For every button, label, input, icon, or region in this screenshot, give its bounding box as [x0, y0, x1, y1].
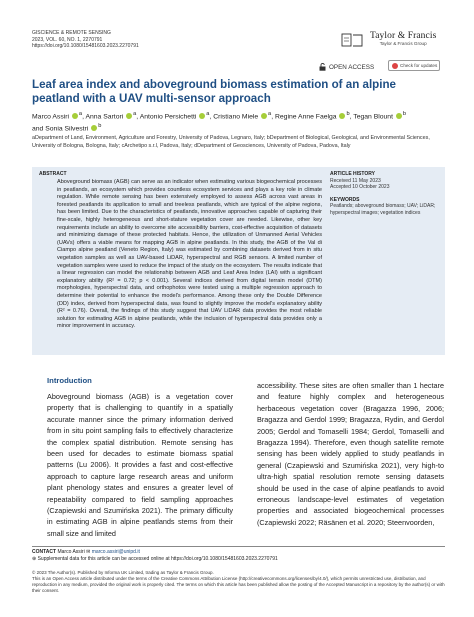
received-date: Received 11 May 2023	[330, 177, 381, 184]
contact-block	[32, 549, 445, 562]
accepted-date: Accepted 10 October 2023	[330, 184, 390, 191]
orcid-icon[interactable]	[199, 113, 205, 119]
introduction-column-2: accessibility. These sites are often smaller than 1 hectare and feature highly complex and heterogeneous herbaceous vegetation cover (Bragazza 1996, 2006; Bragazza and Gerdol 1999; Bragazza, Rydin, and Gerdol 2005; Gerdol and Tomaselli 1984; Gerdol, Tomaselli and Bragazza 1994). Therefore, even though satellite remote sensing has been widely applied to study peatlands in general (Czapiewski and Szumińska 2021), very high-to ultra-high spatial resolution remote sensing datasets should be used in the case of alpine peatlands to avoid erroneous landscape-level estimates of vegetation properties and associated biogeochemical processes (Czapiewski 2022; Räsänen et al. 2020; Steenvoorden,	[257, 381, 444, 527]
affiliations: aDepartment of Land, Environment, Agriculture and Forestry, University of Padova, Legnaro, Italy; bDepartment of Biological, Geological, and Environmental Sciences, University of Bologna, Bologna, Italy; cArchetipo s.r.l, Padova, Italy; dDepartment of Geosciences, University of Padova, Padova, Italy	[32, 135, 430, 149]
orcid-icon[interactable]	[91, 125, 97, 131]
author-affil: a	[78, 111, 83, 117]
crossmark-icon	[392, 63, 398, 69]
author[interactable]: Antonio Persichetti	[139, 113, 197, 121]
open-access-badge	[319, 63, 374, 71]
open-lock-icon	[319, 63, 326, 71]
journal-name: GISCIENCE & REMOTE SENSING	[32, 30, 111, 36]
contact-name: Marco Assiri	[57, 549, 85, 555]
introduction-heading: Introduction	[47, 376, 92, 385]
introduction-column-1: Aboveground biomass (AGB) is a vegetation cover property that is challenging to quantify in a spatially accurate manner since the primary information derived from in situ point sampling fails to effectively characterize the complex spatial distribution. Remote sensing has been used for decades to estimate biomass spatial patterns (Lu 2006). It provides a fast and cost-effective approach to capture large research areas and uniform plant phenology states and ensures a greater level of repeatability compared to field sampling approaches (Czapiewski and Szumińska 2021). The primary difficulty in estimating AGB in alpine peatlands stems from their small size and limited	[47, 392, 233, 538]
check-updates-label: Check for updates	[400, 63, 438, 68]
publisher-group: Taylor & Francis Group	[379, 41, 427, 46]
author-affil: b	[346, 111, 350, 117]
abstract-label: ABSTRACT	[39, 171, 67, 177]
author-affil: b	[98, 122, 102, 129]
author[interactable]: Cristiano Miele	[213, 113, 259, 121]
author-affil: a	[206, 111, 210, 117]
contact-email[interactable]: marco.assiri@unipd.it	[91, 549, 140, 555]
article-title: Leaf area index and aboveground biomass estimation of an alpine peatland with a UAV multi-sensor approach	[32, 78, 396, 105]
author[interactable]: Marco Assiri	[32, 113, 70, 121]
author-list: Marco Assiri $^a$, Anna Sartori $^a$, Antonio Persichetti $^a$, Cristiano Miele $^a$, Regine Anne Faelga $^b$, Tegan Blount $^b$ and Sonia Silvestri $^b$	[32, 111, 407, 133]
orcid-icon[interactable]	[339, 113, 345, 119]
orcid-icon[interactable]	[396, 113, 402, 119]
abstract-text: Aboveground biomass (AGB) can serve as an indicator when estimating various biogeochemical processes in peatlands, an ecosystem which provides countless ecosystem services and plays a key role in climate regulation. While remote sensing has been extensively employed to assess AGB across vast areas in forested peatlands its application to small and treeless peatlands, which are typical of the alpine regions, has been limited. Due to the characteristics of peatlands, innovative approaches capable of capturing their fine-scale, highly heterogeneous and short-stature vegetation cover are needed. Likewise, other key requirements include an ability to overcome site accessibility barriers, cost-effective acquisition of datasets and minimizing damage of these protected habitats. Hence, the utilization of Unmanned Aerial Vehicles (UAVs) offers a viable means for mapping AGB in alpine peatlands. In this study, the AGB of the Val di Ciampo alpine peatland (Veneto Region, Italy) was estimated by combining datasets derived from in situ vegetation samples as well as UAV-based LiDAR, hyperspectral and RGB sensors. A limited number of vegetation samples were used to reduce the impact of the study on the ecosystem. The results indicate that a linear regression can model the relationship between AGB and Leaf Area Index (LAI) with a significant explanatory ability (R² = 0.72; p < 0.001). Several indices derived from digital terrain model (DTM) morphologies, hyperspectral data, and orthophotos were tested using a multiple regression approach to determine their potential to enhance the model's performance. Among these only the Double Difference (DD) index, derived from hyperspectral data, was found to slightly improve the model's explanatory ability (R² = 0.76). Overall, the findings of this study suggest that UAV LiDAR data provides the most reliable solution for estimating AGB in alpine peatlands, while the inclusion of hyperspectral data provides only a minor improvement in accuracy.	[57, 179, 322, 330]
publisher-logo-icon	[341, 31, 364, 49]
author-affil: a	[133, 111, 137, 117]
orcid-icon[interactable]	[72, 113, 78, 119]
orcid-icon[interactable]	[126, 113, 132, 119]
publisher-name: Taylor & Francis	[370, 31, 437, 41]
license-footer	[32, 570, 445, 594]
author[interactable]: and Sonia Silvestri	[32, 125, 89, 133]
check-updates-button[interactable]	[388, 60, 440, 71]
keywords-text: Peatlands; aboveground biomass; UAV; LiDAR; hyperspectral images; vegetation indices	[330, 203, 436, 216]
copyright-line: © 2023 The Author(s). Published by Informa UK Limited, trading as Taylor & Francis Group.	[32, 570, 214, 575]
author-affil: b	[402, 111, 407, 117]
footer-divider	[32, 546, 445, 547]
journal-header	[32, 30, 139, 50]
journal-volume: 2023, VOL. 60, NO. 1, 2270791	[32, 36, 103, 43]
journal-doi[interactable]: https://doi.org/10.1080/15481603.2023.2270791	[32, 43, 139, 49]
email-icon: ✉	[86, 549, 91, 555]
open-access-label: OPEN ACCESS	[329, 63, 375, 71]
keywords-label: KEYWORDS	[330, 196, 360, 203]
orcid-icon[interactable]	[261, 113, 267, 119]
author-affil: a	[268, 111, 272, 117]
supplemental-text[interactable]: Supplemental data for this article can be accessed online at https://doi.org/10.1080/15481603.2023.2270791	[37, 555, 278, 562]
author[interactable]: Tegan Blount	[353, 113, 393, 121]
author[interactable]: Anna Sartori	[85, 113, 124, 121]
contact-label: CONTACT	[32, 549, 57, 555]
article-info-sidebar	[330, 171, 438, 217]
author[interactable]: Regine Anne Faelga	[274, 113, 337, 121]
article-history-label: ARTICLE HISTORY	[330, 171, 376, 177]
publisher-logo	[370, 31, 436, 46]
license-text: This is an Open Access article distributed under the terms of the Creative Commons Attribution License (http://creativecommons.org/licenses/by/4.0/), which permits unrestricted use, distribution, and reproduction in any medium, provided the original work is properly cited. The terms on which this article has been published allow the posting of the Accepted Manuscript in a repository by the author(s) or with their consent.	[32, 576, 445, 593]
supplemental-icon: ⊕	[32, 555, 37, 562]
